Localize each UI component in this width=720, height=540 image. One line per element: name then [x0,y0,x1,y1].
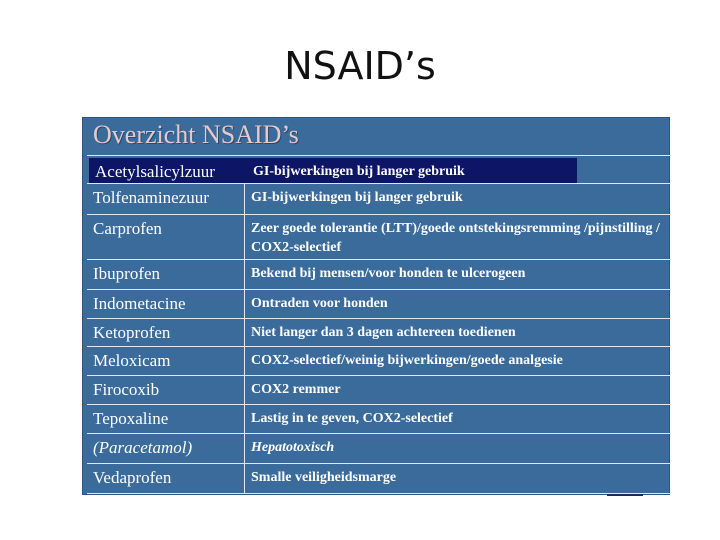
drug-name: Meloxicam [87,347,245,375]
drug-description: Hepatotoxisch [251,440,335,455]
table-row [87,290,671,319]
table-row [87,434,671,464]
table-row [87,215,671,260]
table-row [87,347,671,376]
drug-description: Lastig in te geven, COX2-selectief [251,411,453,426]
drug-name: Ketoprofen [87,319,245,346]
table-row [87,376,671,405]
drug-description: GI-bijwerkingen bij langer gebruik [251,190,463,205]
drug-description: Bekend bij mensen/voor honden te ulcerogeen [251,266,526,281]
drug-name: Carprofen [87,215,245,259]
panel-title: Overzicht NSAID’s [93,120,299,149]
table-row [87,260,671,290]
drug-name: Tolfenaminezuur [87,184,245,214]
drug-description: Smalle veiligheidsmarge [251,470,397,485]
drug-description: GI-bijwerkingen bij langer gebruik [247,158,577,183]
table-row [87,464,671,494]
drug-description: Zeer goede tolerantie (LTT)/goede ontstekingsremming /pijnstilling / COX2-selectief [251,221,660,255]
table-row [87,405,671,434]
drug-name: Indometacine [87,290,245,318]
table-row [87,319,671,347]
drug-description: Ontraden voor honden [251,296,388,311]
drug-name: Acetylsalicylzuur [89,158,247,183]
drug-name: Ibuprofen [87,260,245,289]
drug-name: Vedaprofen [87,464,245,493]
table-row [87,184,671,215]
nsaid-overview-panel [82,117,670,495]
table-row [87,156,671,184]
drug-description: Niet langer dan 3 dagen achtereen toedienen [251,325,516,340]
drug-name: (Paracetamol) [87,434,245,463]
nsaid-table [87,155,671,494]
drug-name: Tepoxaline [87,405,245,433]
corner-mark [607,494,643,496]
drug-description: COX2-selectief/weinig bijwerkingen/goede analgesie [251,353,563,368]
slide-title: NSAID’s [284,44,436,88]
drug-name: Firocoxib [87,376,245,404]
drug-description: COX2 remmer [251,382,341,397]
